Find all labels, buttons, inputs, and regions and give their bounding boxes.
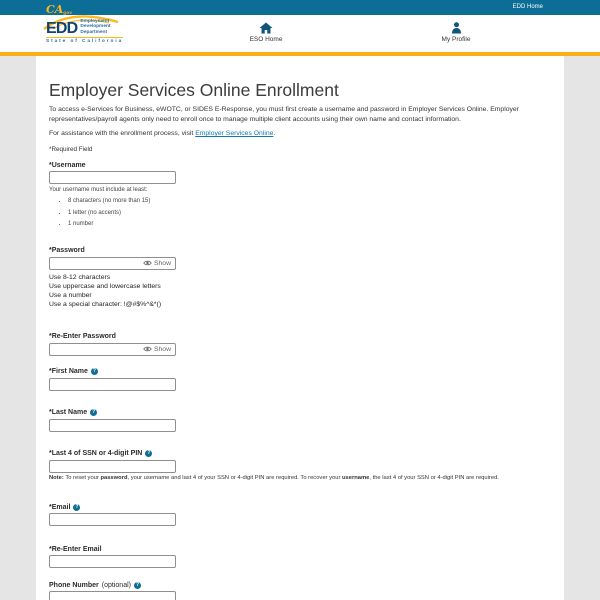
first-name-label: *First Name — [49, 368, 88, 375]
intro-text: To access e-Services for Business, eWOTC, or SIDES E-Response, you must first create a username and password in Employer Services Online. Employer representatives/payroll agents only need to enroll once to manage multiple client accounts using their own name and contact information. — [49, 106, 519, 123]
site-header — [0, 15, 600, 52]
username-rule: • 8 characters (no more than 15) — [68, 196, 551, 208]
edd-dept-lines — [80, 19, 110, 35]
phone-label: Phone Number — [49, 581, 99, 589]
ssn-pin-group — [49, 450, 551, 482]
last-name-input[interactable] — [49, 419, 176, 432]
reenter-email-input[interactable] — [49, 555, 176, 568]
nav-eso-home[interactable] — [238, 22, 294, 43]
password-label-row — [49, 247, 551, 255]
nav-my-profile[interactable] — [428, 22, 484, 43]
note-part: password — [100, 474, 128, 481]
nav-label-eso-home: ESO Home — [249, 36, 283, 43]
eye-icon — [143, 346, 152, 352]
note-part: username — [341, 474, 370, 481]
required-field-note: *Required Field — [49, 146, 93, 153]
help-icon[interactable]: ? — [75, 503, 79, 510]
phone-label-row — [49, 581, 551, 589]
ca-gov-logo[interactable] — [46, 0, 72, 18]
nav-label-my-profile: My Profile — [441, 36, 471, 43]
email-label: *Email — [49, 503, 71, 511]
password-rule: Use uppercase and lowercase letters — [49, 282, 161, 290]
note-part: Note: — [49, 474, 64, 481]
edd-dept-line: Employment — [80, 19, 110, 24]
last-name-label-row — [49, 409, 551, 417]
help-icon[interactable]: ? — [147, 450, 151, 456]
last-name-group — [49, 409, 551, 432]
password-rule: Use a special character: !@#$%^&*() — [49, 300, 162, 308]
show-reenter-password-button[interactable] — [141, 346, 175, 353]
password-group — [49, 247, 551, 309]
page-title: Employer Services Online Enrollment — [49, 80, 339, 100]
assistance-prefix: For assistance with the enrollment process, visit — [49, 130, 196, 137]
username-rule: • 1 number — [68, 219, 551, 231]
edd-logo[interactable] — [46, 19, 123, 44]
ca-gov-text: gov — [63, 10, 73, 15]
eye-icon — [143, 260, 152, 266]
phone-optional-label: (optional) — [101, 581, 131, 589]
first-name-group — [49, 368, 551, 391]
edd-dept-line: Department — [80, 29, 108, 35]
password-rule: Use 8-12 characters — [49, 273, 111, 281]
username-label: *Username — [49, 161, 86, 169]
password-input[interactable] — [50, 258, 141, 269]
username-hint: Your username must include at least: — [49, 187, 148, 193]
last-name-label: *Last Name — [49, 409, 88, 416]
show-password-button[interactable] — [141, 260, 175, 267]
reenter-password-label: *Re-Enter Password — [49, 333, 116, 340]
password-rules — [49, 273, 551, 309]
help-icon[interactable]: ? — [92, 368, 96, 374]
reenter-password-input[interactable] — [50, 344, 141, 355]
ca-logo-text: CA — [46, 3, 64, 16]
reenter-email-group — [49, 545, 551, 568]
note-part: , the last 4 of your SSN or 4-digit PIN are required. — [369, 474, 499, 481]
phone-group — [49, 581, 551, 600]
username-rule: • 1 letter (no accents) — [68, 208, 551, 220]
reenter-password-label-row — [49, 333, 551, 341]
reenter-password-input-wrap — [49, 343, 176, 356]
username-label-row — [49, 161, 551, 169]
content-panel — [36, 56, 564, 600]
phone-input[interactable] — [49, 591, 176, 600]
help-icon[interactable]: ? — [92, 409, 96, 415]
help-icon[interactable]: ? — [135, 581, 140, 588]
note-part: , your username and last 4 of your SSN or 4-digit PIN are required. To recover your — [127, 474, 342, 481]
profile-icon — [451, 22, 462, 34]
first-name-label-row — [49, 368, 551, 376]
email-group — [49, 503, 551, 526]
top-gov-bar — [0, 0, 600, 15]
edd-state-line: State of California — [46, 37, 123, 45]
username-rules-list — [68, 196, 551, 231]
note-part: To reset your — [63, 474, 101, 481]
ssn-pin-input[interactable] — [49, 460, 176, 473]
reenter-email-label-row — [49, 545, 551, 553]
username-input[interactable] — [49, 171, 176, 184]
assistance-suffix: . — [273, 130, 276, 137]
edd-dept-line: Development — [80, 24, 111, 30]
username-group — [49, 161, 551, 231]
edd-logo-row — [46, 19, 123, 38]
email-label-row — [49, 503, 551, 511]
ssn-pin-label-row — [49, 450, 551, 458]
password-rule: Use a number — [49, 291, 92, 299]
employer-services-online-link[interactable]: Employer Services Online — [195, 130, 274, 137]
password-label: *Password — [49, 247, 85, 254]
reenter-email-label: *Re-Enter Email — [49, 545, 102, 553]
show-password-label: Show — [153, 259, 171, 267]
gold-divider — [0, 52, 600, 56]
reenter-password-group — [49, 333, 551, 356]
edd-acronym: EDD — [46, 20, 78, 38]
assistance-text — [49, 130, 551, 138]
ssn-pin-label: *Last 4 of SSN or 4-digit PIN — [49, 450, 143, 457]
ssn-pin-note — [49, 475, 551, 482]
first-name-input[interactable] — [49, 378, 176, 391]
show-reenter-password-label: Show — [153, 345, 171, 353]
home-icon — [259, 22, 273, 34]
edd-home-link[interactable]: EDD Home — [512, 4, 543, 10]
password-input-wrap — [49, 257, 176, 270]
email-input[interactable] — [49, 513, 176, 526]
